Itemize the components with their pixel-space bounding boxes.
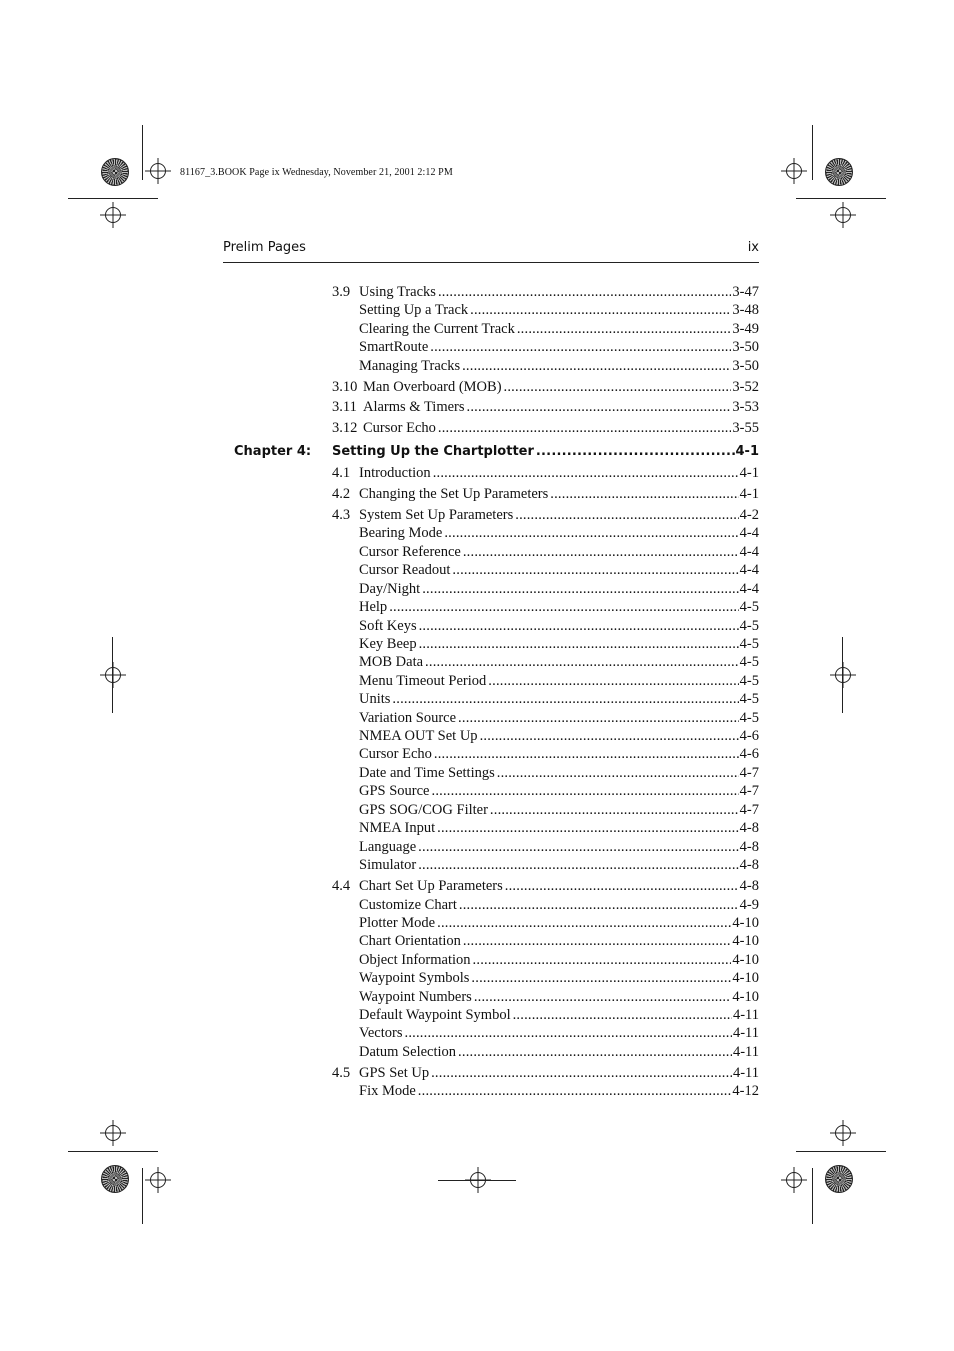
toc-entry[interactable] — [359, 581, 759, 600]
dot-leader — [434, 746, 739, 763]
dot-leader — [480, 728, 739, 745]
toc-entry-page: 4-7 — [739, 802, 759, 818]
toc-entry-title: Key Beep — [359, 636, 417, 652]
toc-entry-title: Using Tracks — [359, 284, 436, 300]
toc-entry-title: Chart Set Up Parameters — [359, 878, 503, 894]
dot-leader — [474, 989, 732, 1006]
toc-entry[interactable] — [359, 746, 759, 765]
toc-entry[interactable] — [359, 618, 759, 637]
toc-entry-title: GPS Source — [359, 783, 430, 799]
dot-leader — [536, 444, 735, 460]
chapter-page: 4-1 — [735, 444, 759, 459]
dot-leader — [432, 783, 739, 800]
dot-leader — [452, 562, 738, 579]
toc-entry[interactable] — [359, 358, 759, 377]
dot-leader — [431, 1065, 732, 1082]
toc-entry[interactable] — [359, 989, 759, 1008]
toc-entry[interactable] — [359, 897, 759, 916]
toc-entry-page: 4-5 — [739, 636, 759, 652]
toc-entry-title: Changing the Set Up Parameters — [359, 486, 549, 502]
toc-entry-page: 4-7 — [739, 783, 759, 799]
toc-entry-page: 4-11 — [732, 1044, 759, 1060]
toc-entry-page: 4-9 — [739, 897, 759, 913]
toc-entry-page: 4-8 — [739, 857, 759, 873]
toc-entry-title: Clearing the Current Track — [359, 321, 515, 337]
toc-entry-page: 3-50 — [732, 358, 759, 374]
toc-entry-page: 4-7 — [739, 765, 759, 781]
toc-entry[interactable] — [359, 728, 759, 747]
toc-entry-title: Menu Timeout Period — [359, 673, 487, 689]
toc-entry-page: 4-4 — [739, 525, 759, 541]
toc-entry-title: Cursor Reference — [359, 544, 461, 560]
toc-entry-title: SmartRoute — [359, 339, 429, 355]
toc-entry[interactable] — [359, 599, 759, 618]
toc-entry[interactable] — [359, 562, 759, 581]
dot-leader — [497, 765, 739, 782]
toc-entry-page: 4-1 — [739, 465, 759, 481]
toc-entry[interactable] — [332, 465, 759, 484]
toc-entry-page: 4-5 — [739, 673, 759, 689]
toc-entry-page: 4-6 — [739, 728, 759, 744]
toc-entry-title: Bearing Mode — [359, 525, 443, 541]
dot-leader — [467, 399, 732, 416]
toc-entry[interactable] — [359, 321, 759, 340]
toc-entry[interactable] — [332, 420, 759, 439]
dot-leader — [419, 636, 739, 653]
toc-entry-title: Vectors — [359, 1025, 403, 1041]
toc-entry-page: 3-47 — [732, 284, 759, 300]
toc-entry[interactable] — [359, 1007, 759, 1026]
toc-entry[interactable] — [359, 1083, 759, 1102]
toc-entry[interactable] — [359, 915, 759, 934]
toc-entry-title: Soft Keys — [359, 618, 417, 634]
toc-entry-title: Date and Time Settings — [359, 765, 495, 781]
toc-entry-number: 3.12 — [332, 420, 358, 436]
dot-leader — [392, 691, 738, 708]
toc-entry-title: Waypoint Symbols — [359, 970, 470, 986]
dot-leader — [462, 358, 731, 375]
toc-entry-title: Units — [359, 691, 391, 707]
toc-entry-number: 4.4 — [332, 878, 351, 894]
toc-entry-title: Alarms & Timers — [363, 399, 465, 415]
dot-leader — [389, 599, 738, 616]
toc-entry[interactable] — [359, 654, 759, 673]
toc-entry-number: 4.3 — [332, 507, 351, 523]
toc-entry-title: Datum Selection — [359, 1044, 457, 1060]
toc-entry[interactable] — [359, 857, 759, 876]
toc-entry-page: 4-5 — [739, 691, 759, 707]
toc-entry-page: 4-4 — [739, 581, 759, 597]
running-header-title: Prelim Pages — [223, 240, 306, 255]
dot-leader — [437, 820, 739, 837]
toc-entry-page: 3-48 — [732, 302, 759, 318]
dot-leader — [418, 857, 738, 874]
toc-entry-title: Plotter Mode — [359, 915, 436, 931]
toc-entry[interactable] — [359, 339, 759, 358]
toc-entry-title: System Set Up Parameters — [359, 507, 514, 523]
dot-leader — [490, 802, 739, 819]
toc-entry-title: Customize Chart — [359, 897, 457, 913]
toc-entry-page: 4-10 — [732, 952, 759, 968]
toc-entry-title: Cursor Echo — [363, 420, 436, 436]
toc-entry[interactable] — [359, 839, 759, 858]
toc-entry-title: Simulator — [359, 857, 417, 873]
toc-entry-page: 4-5 — [739, 618, 759, 634]
toc-entry[interactable] — [359, 765, 759, 784]
toc-entry[interactable] — [332, 878, 759, 897]
dot-leader — [422, 581, 738, 598]
dot-leader — [459, 897, 739, 914]
toc-entry-page: 3-49 — [732, 321, 759, 337]
toc-entry-page: 4-4 — [739, 562, 759, 578]
toc-entry-title: Help — [359, 599, 388, 615]
dot-leader — [463, 933, 732, 950]
dot-leader — [425, 654, 739, 671]
dot-leader — [473, 952, 732, 969]
toc-entry[interactable] — [359, 636, 759, 655]
toc-entry-title: Object Information — [359, 952, 471, 968]
toc-entry-title: Variation Source — [359, 710, 457, 726]
toc-entry-page: 4-1 — [739, 486, 759, 502]
print-stamp: 81167_3.BOOK Page ix Wednesday, November 21, 2001 2:12 PM — [180, 167, 453, 178]
toc-entry-page: 4-11 — [732, 1025, 759, 1041]
toc-entry[interactable] — [332, 507, 759, 526]
toc-entry-page: 4-4 — [739, 544, 759, 560]
toc-entry[interactable] — [359, 691, 759, 710]
toc-entry[interactable] — [359, 783, 759, 802]
chapter-heading[interactable] — [332, 444, 759, 463]
dot-leader — [438, 284, 731, 301]
dot-leader — [550, 486, 738, 503]
toc-entry-title: Managing Tracks — [359, 358, 461, 374]
toc-entry-page: 4-10 — [732, 915, 759, 931]
dot-leader — [405, 1025, 732, 1042]
toc-entry-page: 4-10 — [732, 989, 759, 1005]
toc-entry-page: 4-6 — [739, 746, 759, 762]
toc-entry[interactable] — [332, 399, 759, 418]
dot-leader — [419, 618, 739, 635]
toc-entry-title: Fix Mode — [359, 1083, 416, 1099]
dot-leader — [430, 339, 731, 356]
dot-leader — [470, 302, 731, 319]
toc-entry-number: 4.2 — [332, 486, 351, 502]
dot-leader — [418, 1083, 732, 1100]
toc-entry-title: Introduction — [359, 465, 431, 481]
toc-entry-page: 3-50 — [732, 339, 759, 355]
toc-entry-title: Cursor Readout — [359, 562, 451, 578]
toc-entry-page: 4-5 — [739, 654, 759, 670]
dot-leader — [438, 420, 732, 437]
toc-entry[interactable] — [359, 1025, 759, 1044]
toc-entry-page: 4-5 — [739, 599, 759, 615]
toc-entry[interactable] — [359, 302, 759, 321]
toc-entry-title: NMEA OUT Set Up — [359, 728, 478, 744]
toc-entry-title: GPS SOG/COG Filter — [359, 802, 488, 818]
toc-entry-number: 3.11 — [332, 399, 357, 415]
toc-entry-page: 4-8 — [739, 820, 759, 836]
toc-entry[interactable] — [359, 802, 759, 821]
dot-leader — [463, 544, 739, 561]
toc-entry-number: 4.5 — [332, 1065, 351, 1081]
toc-entry-page: 4-8 — [739, 839, 759, 855]
toc-entry-title: MOB Data — [359, 654, 424, 670]
toc-entry[interactable] — [332, 284, 759, 303]
toc-entry-page: 4-10 — [732, 970, 759, 986]
toc-entry-title: GPS Set Up — [359, 1065, 430, 1081]
page-number: ix — [747, 240, 759, 255]
toc-entry[interactable] — [359, 544, 759, 563]
toc-entry-page: 4-12 — [732, 1083, 759, 1099]
dot-leader — [471, 970, 731, 987]
toc-entry[interactable] — [359, 673, 759, 692]
chapter-title: Setting Up the Chartplotter — [332, 444, 534, 459]
toc-entry-page: 4-2 — [739, 507, 759, 523]
dot-leader — [513, 1007, 732, 1024]
toc-entry-title: Default Waypoint Symbol — [359, 1007, 511, 1023]
toc-entry-page: 3-55 — [732, 420, 759, 436]
toc-entry[interactable] — [359, 820, 759, 839]
dot-leader — [433, 465, 739, 482]
dot-leader — [437, 915, 731, 932]
toc-entry-title: Cursor Echo — [359, 746, 432, 762]
toc-entry-page: 3-52 — [732, 379, 759, 395]
toc-entry[interactable] — [332, 1065, 759, 1084]
dot-leader — [444, 525, 738, 542]
dot-leader — [458, 1044, 732, 1061]
toc-entry-title: Day/Night — [359, 581, 421, 597]
chapter-label: Chapter 4: — [234, 444, 312, 459]
toc-entry-page: 4-11 — [732, 1065, 759, 1081]
dot-leader — [517, 321, 732, 338]
dot-leader — [458, 710, 739, 727]
toc-entry-number: 4.1 — [332, 465, 351, 481]
dot-leader — [488, 673, 738, 690]
toc-entry[interactable] — [359, 970, 759, 989]
toc-entry-title: Chart Orientation — [359, 933, 461, 949]
toc-entry-title: Man Overboard (MOB) — [363, 379, 502, 395]
toc-entry-page: 4-8 — [739, 878, 759, 894]
toc-entry-number: 3.9 — [332, 284, 351, 300]
toc-entry-number: 3.10 — [332, 379, 358, 395]
toc-entry[interactable] — [359, 1044, 759, 1063]
toc-entry-title: Setting Up a Track — [359, 302, 469, 318]
toc-entry[interactable] — [359, 952, 759, 971]
toc-entry-page: 3-53 — [732, 399, 759, 415]
dot-leader — [504, 379, 732, 396]
toc-entry[interactable] — [359, 710, 759, 729]
toc-entry[interactable] — [332, 486, 759, 505]
dot-leader — [515, 507, 738, 524]
toc-entry-page: 4-11 — [732, 1007, 759, 1023]
toc-entry[interactable] — [359, 525, 759, 544]
toc-entry-title: NMEA Input — [359, 820, 436, 836]
toc-entry-title: Waypoint Numbers — [359, 989, 472, 1005]
toc-entry[interactable] — [359, 933, 759, 952]
dot-leader — [505, 878, 739, 895]
toc-entry[interactable] — [332, 379, 759, 398]
toc-entry-title: Language — [359, 839, 417, 855]
toc-entry-page: 4-5 — [739, 710, 759, 726]
dot-leader — [418, 839, 738, 856]
toc-entry-page: 4-10 — [732, 933, 759, 949]
